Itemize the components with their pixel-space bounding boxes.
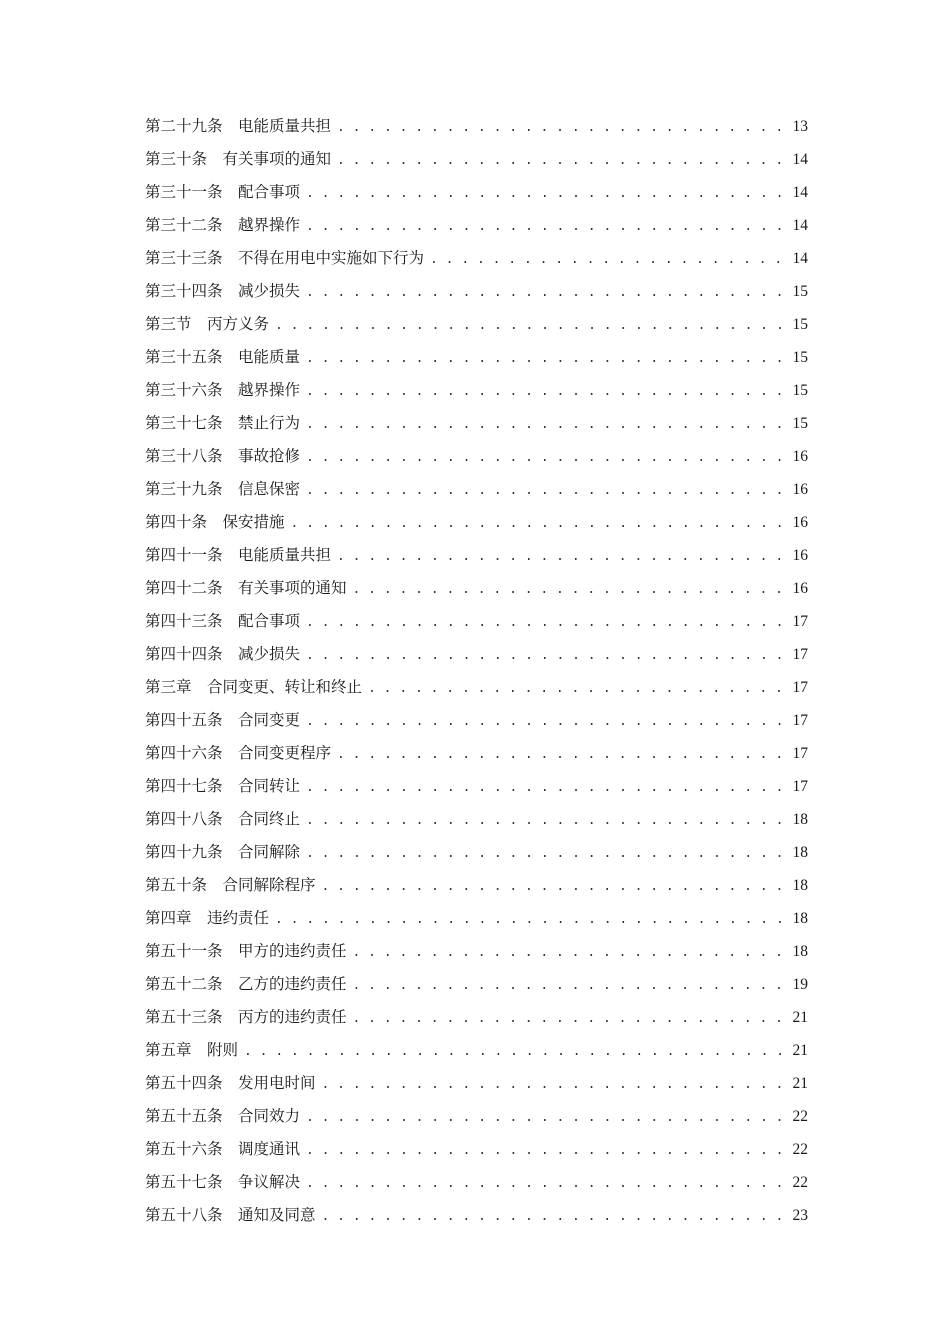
toc-entry-label: [145, 1067, 316, 1100]
toc-entry-number: 第五十六条: [145, 1140, 223, 1158]
toc-dot-leader: [275, 903, 782, 936]
toc-entry-label: [145, 473, 300, 506]
toc-dot-leader: [306, 1134, 782, 1167]
toc-page-number: 18: [792, 877, 808, 894]
toc-dot-leader: [353, 969, 782, 1002]
toc-entry-number: 第五十三条: [145, 1008, 223, 1026]
toc-entry-label: [145, 506, 285, 539]
toc-entry-label: [145, 110, 331, 143]
toc-page-number: 16: [792, 481, 808, 498]
toc-entry[interactable]: [145, 1034, 808, 1067]
toc-entry-title: 合同效力: [238, 1107, 301, 1125]
toc-dot-leader: [353, 1002, 782, 1035]
toc-entry-label: [145, 1166, 300, 1199]
toc-entry-label: [145, 539, 331, 572]
toc-entry-label: [145, 1199, 316, 1232]
toc-entry-label: [145, 638, 300, 671]
toc-page-number: 15: [792, 382, 808, 399]
toc-dot-leader: [353, 936, 782, 969]
toc-entry[interactable]: [145, 638, 808, 671]
toc-entry-label: [145, 407, 300, 440]
toc-entry[interactable]: [145, 1100, 808, 1133]
toc-entry[interactable]: [145, 968, 808, 1001]
toc-entry-title: 禁止行为: [238, 414, 301, 432]
toc-page-number: 17: [792, 613, 808, 630]
toc-page-number: 14: [792, 184, 808, 201]
toc-entry[interactable]: [145, 935, 808, 968]
toc-page-number: 18: [792, 910, 808, 927]
toc-dot-leader: [275, 309, 782, 342]
toc-entry-label: [145, 902, 269, 935]
toc-entry-number: 第四十二条: [145, 579, 223, 597]
toc-entry-number: 第三章: [145, 678, 192, 696]
toc-entry[interactable]: [145, 473, 808, 506]
toc-entry-label: [145, 704, 300, 737]
toc-entry-label: [145, 1001, 347, 1034]
toc-dot-leader: [306, 342, 782, 375]
toc-entry-title: 调度通讯: [238, 1140, 301, 1158]
toc-entry-title: 违约责任: [207, 909, 270, 927]
toc-dot-leader: [306, 804, 782, 837]
toc-page-number: 19: [792, 976, 808, 993]
toc-entry-title: 甲方的违约责任: [238, 942, 347, 960]
toc-entry[interactable]: [145, 275, 808, 308]
toc-dot-leader: [306, 441, 782, 474]
toc-entry-title: 配合事项: [238, 612, 301, 630]
toc-page-number: 21: [792, 1042, 808, 1059]
toc-entry[interactable]: [145, 1133, 808, 1166]
toc-entry-title: 合同解除程序: [222, 876, 316, 894]
toc-entry[interactable]: [145, 143, 808, 176]
toc-page-number: 16: [792, 547, 808, 564]
toc-entry-number: 第五十二条: [145, 975, 223, 993]
toc-dot-leader: [306, 705, 782, 738]
toc-dot-leader: [306, 474, 782, 507]
toc-entry-number: 第四十三条: [145, 612, 223, 630]
toc-dot-leader: [322, 1200, 782, 1233]
toc-entry-number: 第四十五条: [145, 711, 223, 729]
toc-entry[interactable]: [145, 1199, 808, 1232]
toc-dot-leader: [306, 1101, 782, 1134]
toc-dot-leader: [306, 177, 782, 210]
toc-dot-leader: [306, 375, 782, 408]
toc-entry-number: 第三十七条: [145, 414, 223, 432]
toc-entry-label: [145, 836, 300, 869]
toc-entry-title: 减少损失: [238, 645, 301, 663]
toc-entry-label: [145, 176, 300, 209]
toc-dot-leader: [291, 507, 782, 540]
toc-entry[interactable]: [145, 770, 808, 803]
toc-page-number: 15: [792, 283, 808, 300]
toc-entry[interactable]: [145, 605, 808, 638]
toc-dot-leader: [368, 672, 782, 705]
toc-page-number: 15: [792, 415, 808, 432]
toc-page-number: 22: [792, 1141, 808, 1158]
toc-entry-title: 丙方的违约责任: [238, 1008, 347, 1026]
toc-page-number: 14: [792, 151, 808, 168]
toc-page-number: 14: [792, 217, 808, 234]
toc-entry-number: 第三十五条: [145, 348, 223, 366]
toc-page-number: 15: [792, 316, 808, 333]
toc-entry[interactable]: [145, 836, 808, 869]
toc-entry-title: 电能质量共担: [238, 117, 332, 135]
toc-entry-label: [145, 275, 300, 308]
toc-entry-title: 丙方义务: [207, 315, 270, 333]
toc-entry-label: [145, 1034, 238, 1067]
toc-dot-leader: [306, 639, 782, 672]
toc-page-number: 17: [792, 679, 808, 696]
toc-entry-number: 第五十条: [145, 876, 208, 894]
toc-dot-leader: [306, 771, 782, 804]
toc-page-number: 21: [792, 1075, 808, 1092]
toc-page-number: 15: [792, 349, 808, 366]
toc-entry-label: [145, 1100, 300, 1133]
toc-page-number: 16: [792, 448, 808, 465]
toc-entry-title: 电能质量: [238, 348, 301, 366]
toc-entry-number: 第五章: [145, 1041, 192, 1059]
toc-page-number: 18: [792, 844, 808, 861]
toc-entry-title: 合同解除: [238, 843, 301, 861]
toc-entry-number: 第二十九条: [145, 117, 223, 135]
toc-entry-number: 第五十七条: [145, 1173, 223, 1191]
toc-entry[interactable]: [145, 1166, 808, 1199]
toc-entry[interactable]: [145, 374, 808, 407]
toc-entry-label: [145, 737, 331, 770]
toc-page-number: 17: [792, 778, 808, 795]
toc-entry-label: [145, 440, 300, 473]
toc-entry-title: 合同变更程序: [238, 744, 332, 762]
toc-page-number: 18: [792, 943, 808, 960]
toc-entry-label: [145, 143, 331, 176]
toc-entry-title: 事故抢修: [238, 447, 301, 465]
toc-entry-label: [145, 671, 362, 704]
toc-entry-title: 越界操作: [238, 216, 301, 234]
toc-entry-title: 附则: [207, 1041, 239, 1059]
toc-entry[interactable]: [145, 737, 808, 770]
toc-entry[interactable]: [145, 176, 808, 209]
toc-dot-leader: [337, 111, 782, 144]
toc-entry-number: 第四十七条: [145, 777, 223, 795]
toc-entry-label: [145, 308, 269, 341]
toc-entry-number: 第四十一条: [145, 546, 223, 564]
toc-entry-number: 第五十一条: [145, 942, 223, 960]
toc-entry[interactable]: [145, 572, 808, 605]
toc-dot-leader: [306, 1167, 782, 1200]
toc-page-number: 22: [792, 1174, 808, 1191]
toc-entry-number: 第四十四条: [145, 645, 223, 663]
toc-entry[interactable]: [145, 407, 808, 440]
toc-dot-leader: [337, 144, 782, 177]
toc-entry-title: 通知及同意: [238, 1206, 316, 1224]
toc-entry-label: [145, 869, 316, 902]
toc-entry-label: [145, 605, 300, 638]
toc-entry-label: [145, 341, 300, 374]
toc-dot-leader: [322, 1068, 782, 1101]
toc-page-number: 23: [792, 1207, 808, 1224]
toc-page-number: 14: [792, 250, 808, 267]
toc-dot-leader: [353, 573, 782, 606]
toc-entry-title: 合同变更: [238, 711, 301, 729]
toc-entry-title: 配合事项: [238, 183, 301, 201]
toc-entry-title: 争议解决: [238, 1173, 301, 1191]
table-of-contents: [145, 110, 808, 1232]
toc-entry-title: 保安措施: [222, 513, 285, 531]
toc-entry-number: 第四十八条: [145, 810, 223, 828]
toc-entry[interactable]: [145, 803, 808, 836]
toc-entry-label: [145, 935, 347, 968]
toc-dot-leader: [306, 837, 782, 870]
toc-entry[interactable]: [145, 506, 808, 539]
toc-dot-leader: [244, 1035, 782, 1068]
toc-page-number: 16: [792, 580, 808, 597]
toc-dot-leader: [306, 408, 782, 441]
toc-entry-number: 第三十六条: [145, 381, 223, 399]
toc-entry[interactable]: [145, 242, 808, 275]
toc-entry-title: 合同终止: [238, 810, 301, 828]
toc-entry[interactable]: [145, 308, 808, 341]
toc-entry-label: [145, 242, 424, 275]
toc-entry-label: [145, 209, 300, 242]
toc-entry-title: 不得在用电中实施如下行为: [238, 249, 425, 267]
toc-entry-title: 合同变更、转让和终止: [207, 678, 363, 696]
toc-entry-number: 第三十条: [145, 150, 208, 168]
toc-dot-leader: [322, 870, 782, 903]
toc-entry-label: [145, 968, 347, 1001]
toc-page-number: 17: [792, 646, 808, 663]
toc-entry-number: 第四十六条: [145, 744, 223, 762]
toc-entry-number: 第三节: [145, 315, 192, 333]
toc-page-number: 16: [792, 514, 808, 531]
toc-entry-number: 第三十四条: [145, 282, 223, 300]
toc-entry-label: [145, 770, 300, 803]
toc-entry[interactable]: [145, 341, 808, 374]
toc-entry-number: 第五十四条: [145, 1074, 223, 1092]
toc-entry-title: 减少损失: [238, 282, 301, 300]
toc-dot-leader: [306, 210, 782, 243]
toc-entry[interactable]: [145, 1001, 808, 1034]
toc-entry-title: 越界操作: [238, 381, 301, 399]
toc-page-number: 13: [792, 118, 808, 135]
toc-entry[interactable]: [145, 902, 808, 935]
toc-entry[interactable]: [145, 209, 808, 242]
toc-entry-number: 第三十八条: [145, 447, 223, 465]
toc-entry-title: 有关事项的通知: [238, 579, 347, 597]
toc-dot-leader: [306, 276, 782, 309]
toc-entry-title: 合同转让: [238, 777, 301, 795]
toc-dot-leader: [306, 606, 782, 639]
toc-dot-leader: [337, 540, 782, 573]
toc-entry[interactable]: [145, 869, 808, 902]
toc-entry[interactable]: [145, 704, 808, 737]
toc-page-number: 18: [792, 811, 808, 828]
toc-entry-title: 信息保密: [238, 480, 301, 498]
toc-entry-number: 第四十九条: [145, 843, 223, 861]
toc-entry-number: 第四章: [145, 909, 192, 927]
toc-entry-title: 电能质量共担: [238, 546, 332, 564]
toc-entry-label: [145, 803, 300, 836]
toc-page-number: 22: [792, 1108, 808, 1125]
toc-entry-number: 第三十一条: [145, 183, 223, 201]
toc-page-number: 17: [792, 712, 808, 729]
toc-entry-label: [145, 1133, 300, 1166]
toc-entry-number: 第四十条: [145, 513, 208, 531]
toc-page-number: 17: [792, 745, 808, 762]
toc-entry-number: 第三十三条: [145, 249, 223, 267]
toc-entry-number: 第三十二条: [145, 216, 223, 234]
toc-entry[interactable]: [145, 1067, 808, 1100]
toc-dot-leader: [337, 738, 782, 771]
toc-entry-title: 发用电时间: [238, 1074, 316, 1092]
toc-entry[interactable]: [145, 539, 808, 572]
toc-entry-number: 第五十八条: [145, 1206, 223, 1224]
toc-dot-leader: [430, 243, 782, 276]
toc-entry-number: 第五十五条: [145, 1107, 223, 1125]
toc-entry[interactable]: [145, 671, 808, 704]
toc-entry-label: [145, 374, 300, 407]
toc-entry-title: 乙方的违约责任: [238, 975, 347, 993]
toc-page-number: 21: [792, 1009, 808, 1026]
toc-entry[interactable]: [145, 110, 808, 143]
toc-entry-number: 第三十九条: [145, 480, 223, 498]
toc-entry[interactable]: [145, 440, 808, 473]
toc-entry-title: 有关事项的通知: [222, 150, 332, 168]
toc-entry-label: [145, 572, 347, 605]
